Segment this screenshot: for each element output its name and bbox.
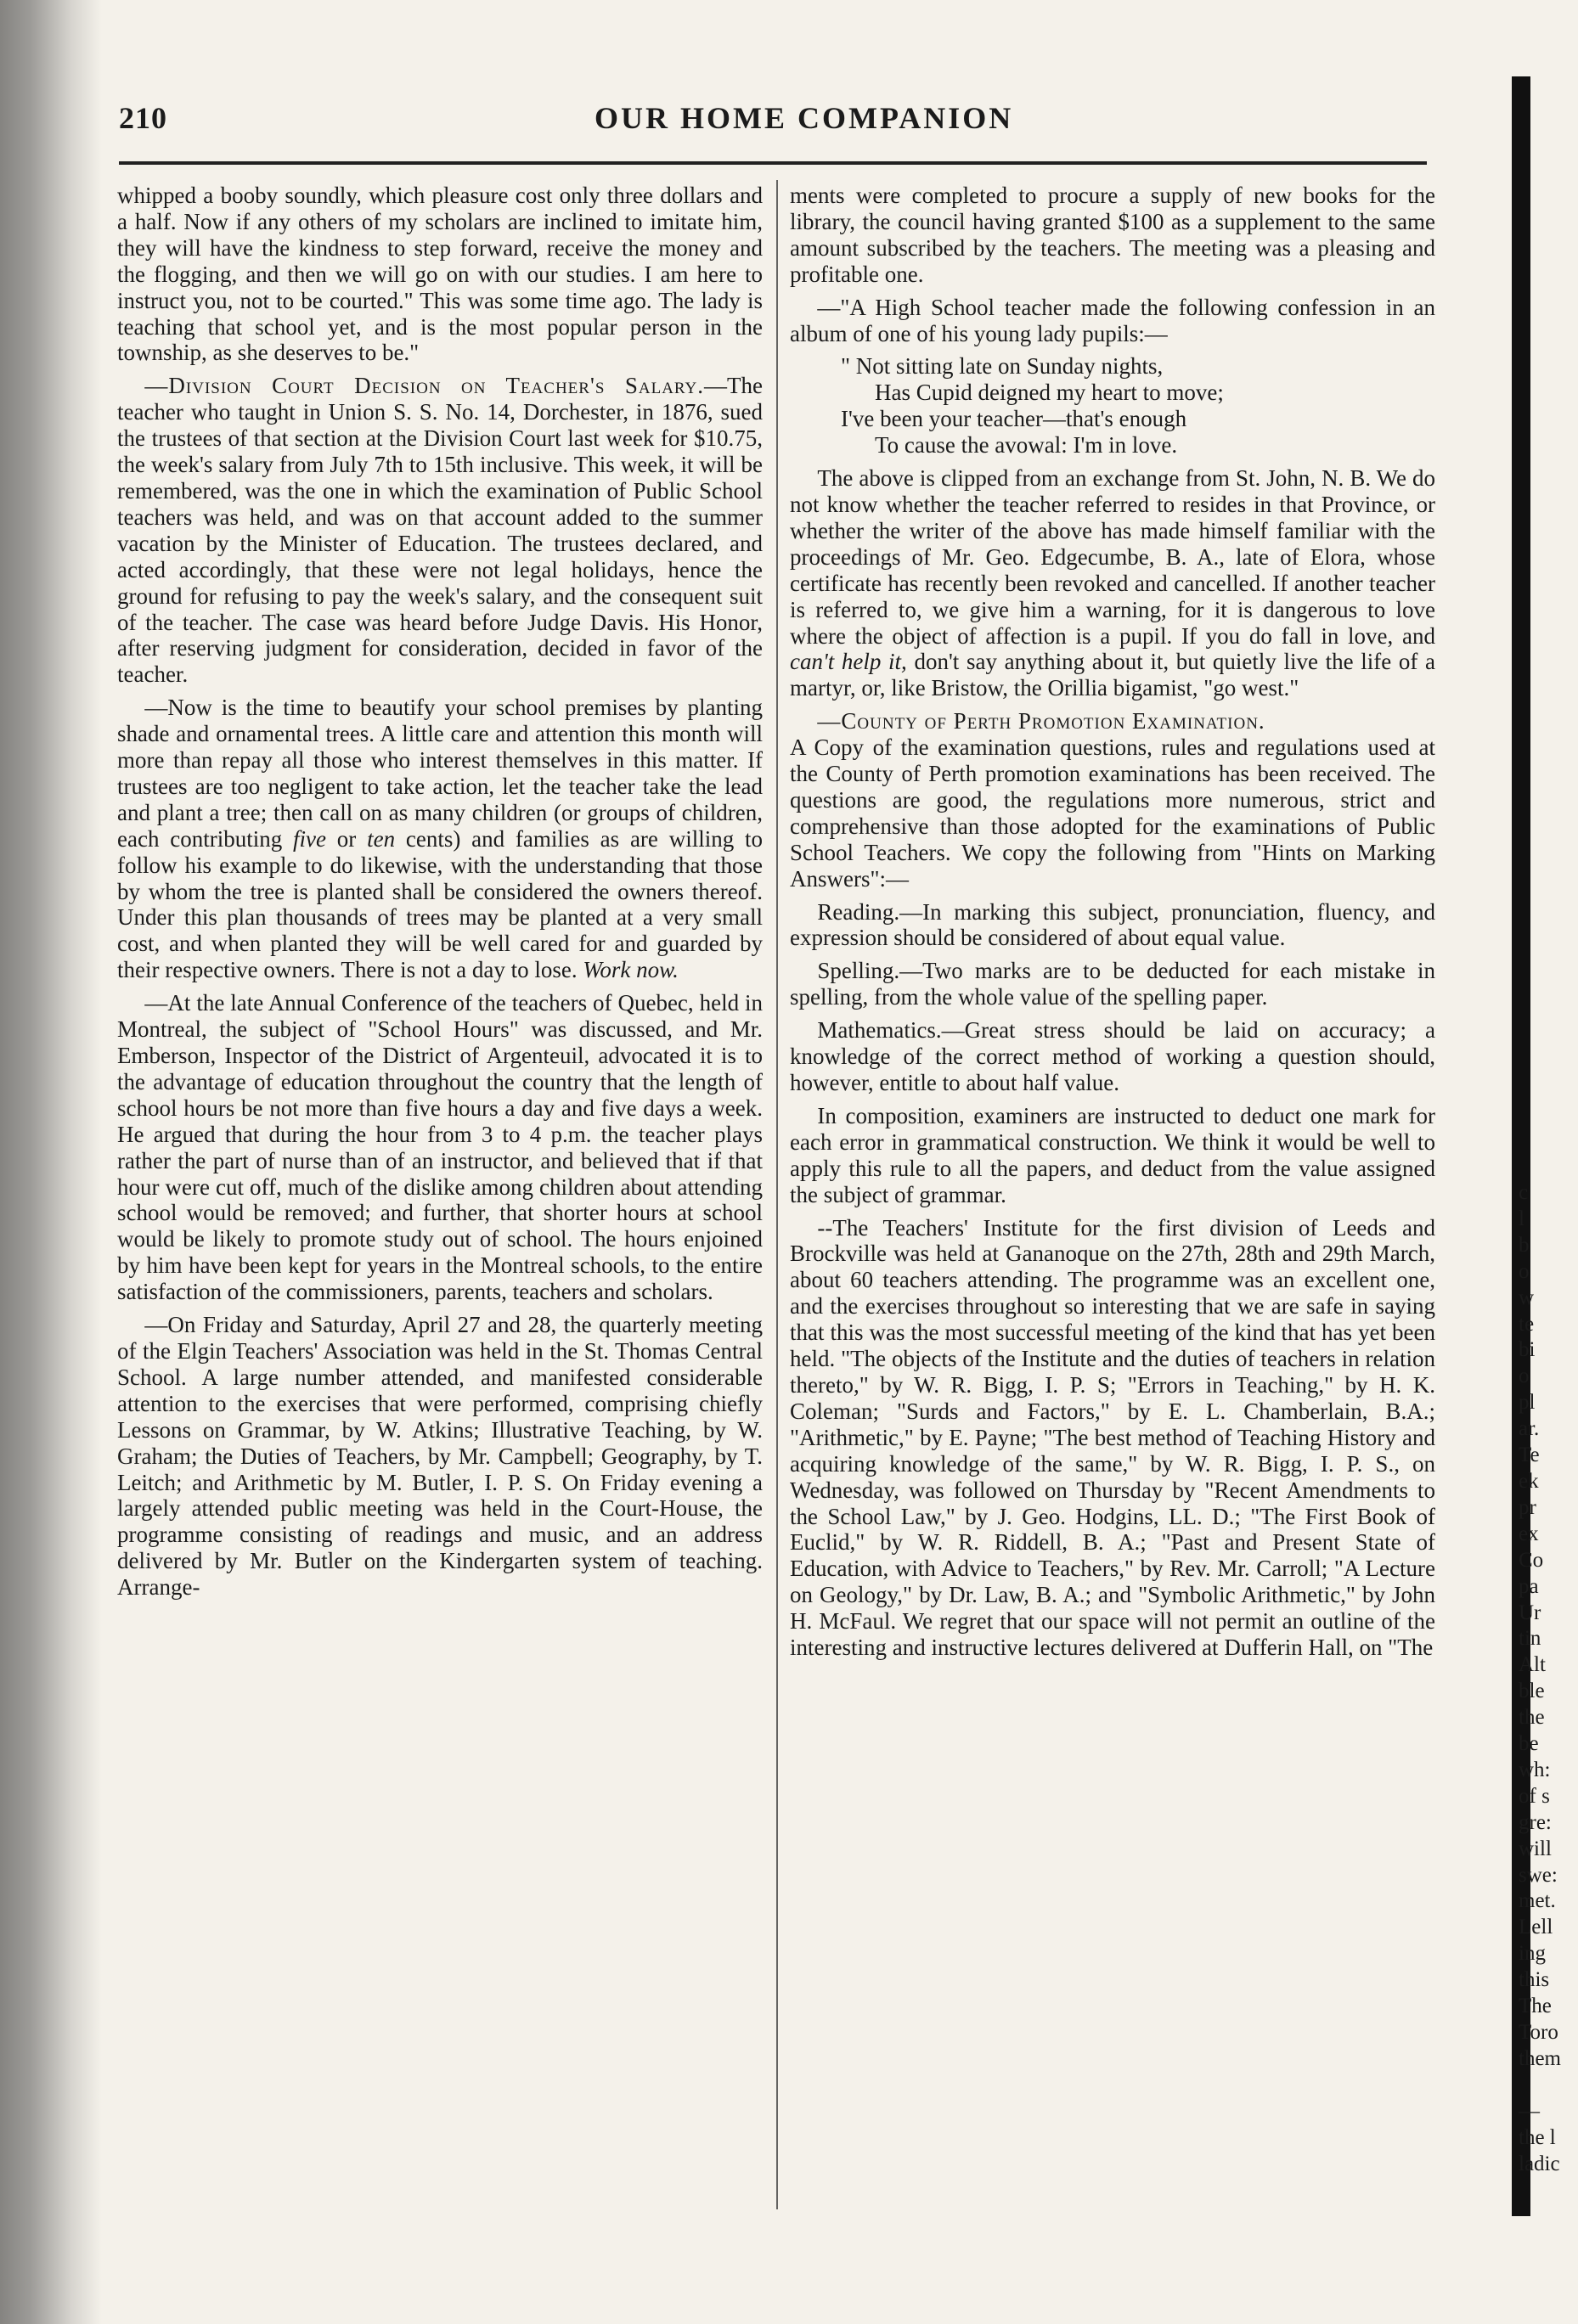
running-head-title: OUR HOME COMPANION [595, 101, 1014, 135]
edge-fragment: ex [1519, 1522, 1539, 1545]
left-paragraph-4: —At the late Annual Conference of the teachers of Quebec, held in Montreal, the subject of "School Hours" was discussed, and Mr. Emberson, Inspector of the District of Argenteuil, advocated it is to the advantage of education throughout the country that the length of school hours be not more than five hours a day and five days a week. He argued that during the hour from 3 to 4 p.m. the teacher plays rather the part of nurse than of an instructor, and believed that if that hour were cut off, much of the dislike among children about attending school would be removed; and further, that shorter hours at school would be likely to promote study out of school. The hours enjoined by him have been kept for years in the Montreal schools, to the entire satisfaction of the commissioners, parents, teachers and scholars. [117, 990, 763, 1305]
edge-fragment: o [1519, 1365, 1530, 1388]
left-column [117, 183, 763, 2212]
perth-heading: —County of Perth Promotion Examination. [817, 708, 1265, 734]
edge-fragment: of s [1519, 1784, 1550, 1808]
edge-fragment: ar. [1519, 1417, 1540, 1441]
edge-fragment [1519, 2073, 1573, 2099]
edge-fragment: ing [1519, 1942, 1546, 1966]
edge-fragment: bi [1519, 1338, 1536, 1362]
edge-fragment: pr [1519, 1495, 1536, 1519]
perth-body: A Copy of the examination questions, rules and regulations used at the County of Perth promotion examinations has been received. The questions are good, the regulations more numerous, strict and comprehensive than those adopted for the examinations of Public School Teachers. We copy the following from "Hints on Marking Answers":— [790, 734, 1435, 892]
edge-fragment: Lell [1519, 1916, 1553, 1939]
edge-fragment: The [1519, 1995, 1552, 2018]
edge-fragment: tin [1519, 1627, 1541, 1651]
right-column [790, 183, 1435, 2212]
edge-fragment: b [1519, 1233, 1530, 1257]
edge-fragment: the [1519, 1706, 1545, 1730]
edge-fragment: this [1519, 1968, 1550, 1992]
edge-fragment: be [1519, 1732, 1539, 1756]
poem-line: Has Cupid deigned my heart to move; [875, 380, 1224, 406]
right-paragraph-1: ments were completed to procure a supply of new books for the library, the council having granted $100 as a supplement to the same amount subscribed by the teachers. The meeting was a pleasing and profitable one. [790, 183, 1435, 287]
edge-fragment: will [1519, 1837, 1552, 1860]
left-paragraph-1: whipped a booby soundly, which pleasure cost only three dollars and a half. Now if any others of my scholars are inclined to imitate him, they will have the kindness to step forward, receive the money and the flogging, and then we will go on with our studies. I am here to instruct you, not to be courted." This was some time ago. The lady is teaching that school yet, and is the most popular person in the township, as she deserves to be." [117, 183, 763, 366]
trees-text-a: —Now is the time to beautify your school premises by planting shade and ornamental trees. A little care and attention this month will more than repay all those who interest themselves in this matter. If trustees are too negligent to take action, let the teacher take the lead and plant a tree; then call on as many children (or groups of children, each contributing [117, 695, 763, 852]
trees-text-b: cents) and families as are willing to follow his example to do likewise, with the understanding that those by whom the tree is planted shall be considered the owners thereof. Under this plan thousands of trees may be planted at a very small cost, and when planted they will be well cared for and guarded by their respective owners. There is not a day to lose. [117, 825, 763, 983]
left-paragraph-2 [117, 373, 763, 688]
column-divider [776, 180, 778, 2209]
edge-fragment: Alt [1519, 1653, 1546, 1677]
edge-fragment: ek [1519, 1469, 1539, 1493]
right-paragraph-4 [790, 708, 1435, 892]
edge-fragment: ble [1519, 1680, 1545, 1703]
left-paragraph-3 [117, 695, 763, 983]
facing-page-fragments [1519, 1180, 1573, 2199]
edge-fragment: Te [1519, 1443, 1540, 1467]
clipping-cant-help: can't help it, [790, 649, 907, 675]
poem-line: " Not sitting late on Sunday nights, [841, 353, 1164, 380]
page-number: 210 [119, 101, 167, 135]
division-court-body: —The teacher who taught in Union S. S. No. 14, Dorchester, in 1876, sued the trustees of that section at the Division Court last week for $10.75, the week's salary from July 7th to 15th inclusive. This week, it will be remembered, was the one in which the examination of Public School teachers was held, and was on that account added to the summer vacation by the Minister of Education. The trustees declared, and acted accordingly, that these were not legal holidays, hence the ground for refusing to pay the week's salary, and the consequent suit of the teacher. The case was heard before Judge Davis. His Honor, after reserving judgment for consideration, decided in favor of the teacher. [117, 373, 763, 688]
album-poem [790, 353, 1435, 459]
left-paragraph-5: —On Friday and Saturday, April 27 and 28, the quarterly meeting of the Elgin Teachers' Association was held in the St. Thomas Central School. A large number attended, and manifested considerable attention to the exercises that were performed, comprising chiefly Lessons on Grammar, by W. Atkins; Illustrative Teaching, by W. Graham; the Duties of Teachers, by Mr. Campbell; Geography, by T. Leitch; and Arithmetic by M. Butler, I. P. S. On Friday evening a largely attended public meeting was held in the Court-House, the programme consisting of readings and music, and an address delivered by Mr. Butler on the Kindergarten system of teaching. Arrange- [117, 1312, 763, 1601]
edge-fragment: pl [1519, 1391, 1536, 1415]
edge-fragment: swe: [1519, 1863, 1558, 1887]
edge-fragment: ladic [1519, 2152, 1560, 2175]
right-paragraph-3 [790, 465, 1435, 701]
trees-ten: ten [367, 825, 396, 852]
composition-hint: In composition, examiners are instructed to deduct one mark for each error in grammatical construction. We think it would be well to apply this rule to all the papers, and deduct from the value assigned the subject of grammar. [790, 1102, 1435, 1207]
edge-fragment: the l [1519, 2125, 1556, 2149]
trees-or: or [326, 825, 368, 852]
edge-fragment: met. [1519, 1889, 1556, 1913]
division-court-heading: —Division Court Decision on Teacher's Salary. [144, 373, 705, 399]
edge-fragment: l [1519, 1207, 1524, 1230]
header-rule [119, 161, 1427, 165]
poem-line: I've been your teacher—that's enough [841, 406, 1187, 432]
clipping-text-a: The above is clipped from an exchange from St. John, N. B. We do not know whether the teacher referred to resides in that Province, or whether the writer of the above has made himself familiar with the proceedings of Mr. Geo. Edgecumbe, B. A., late of Elora, whose certificate has recently been revoked and cancelled. If another teacher is referred to, we give him a warning, for it is dangerous to love where the object of affection is a pupil. If you do fall in love, and [790, 465, 1435, 649]
trees-work-now: Work now. [583, 957, 679, 983]
institute-paragraph: --The Teachers' Institute for the first division of Leeds and Brockville was held at Gananoque on the 27th, 28th and 29th March, about 60 teachers attending. The programme was an excellent one, and the exercises throughout so interesting that we are safe in saying that this was the most successful meeting of the kind that has yet been held. "The objects of the Institute and the duties of teachers in relation thereto," by W. R. Bigg, I. P. S; "Errors in Teaching," by H. K. Coleman; "Surds and Factors," by E. L. Chamberlain, B.A.; "Arithmetic," by E. Payne; "The best method of Teaching History and acquiring knowledge of the same," by W. R. Bigg, I. P. S., on Wednesday, was followed on Thursday by "Recent Amendments to the School Law," by J. Geo. Hodgins, LL. D.; "The First Book of Euclid," by W. R. Riddell, B. A.; "Past and Present State of Education, with Advice to Teachers," by Rev. Mr. Carroll; "A Lecture on Geology," by Dr. Law, B. A.; and "Symbolic Arithmetic," by John H. McFaul. We regret that our space will not permit an outline of the interesting and instructive lectures delivered at Dufferin Hall, on "The [790, 1214, 1435, 1661]
mathematics-hint: Mathematics.—Great stress should be laid on accuracy; a knowledge of the correct method of working a question should, however, entitle to about half value. [790, 1017, 1435, 1095]
right-paragraph-2: —"A High School teacher made the following confession in an album of one of his young lady pupils:— [790, 294, 1435, 346]
reading-hint: Reading.—In marking this subject, pronunciation, fluency, and expression should be considered of about equal value. [790, 898, 1435, 951]
edge-fragment: them [1519, 2046, 1561, 2070]
edge-fragment: Ur [1519, 1601, 1541, 1624]
edge-fragment: pa [1519, 1574, 1539, 1598]
page-edge-shadow [0, 0, 102, 2324]
edge-fragment: Co [1519, 1548, 1544, 1572]
edge-fragment: — [1519, 2099, 1540, 2123]
edge-fragment: w [1519, 1286, 1535, 1309]
edge-fragment: gre: [1519, 1810, 1552, 1834]
trees-five: five [293, 825, 326, 852]
edge-fragment: te [1519, 1312, 1535, 1336]
edge-fragment: wh: [1519, 1758, 1551, 1781]
clipping-text-b: don't say anything about it, but quietly live the life of a martyr, or, like Bristow, the Orillia bigamist, "go west." [790, 649, 1435, 701]
edge-fragment: c [1519, 1181, 1529, 1204]
spelling-hint: Spelling.—Two marks are to be deducted for each mistake in spelling, from the whole value of the spelling paper. [790, 958, 1435, 1010]
page-header [119, 92, 1427, 151]
edge-fragment: Toro [1519, 2021, 1558, 2044]
poem-line: To cause the avowal: I'm in love. [875, 432, 1178, 459]
edge-fragment: o [1519, 1259, 1530, 1283]
